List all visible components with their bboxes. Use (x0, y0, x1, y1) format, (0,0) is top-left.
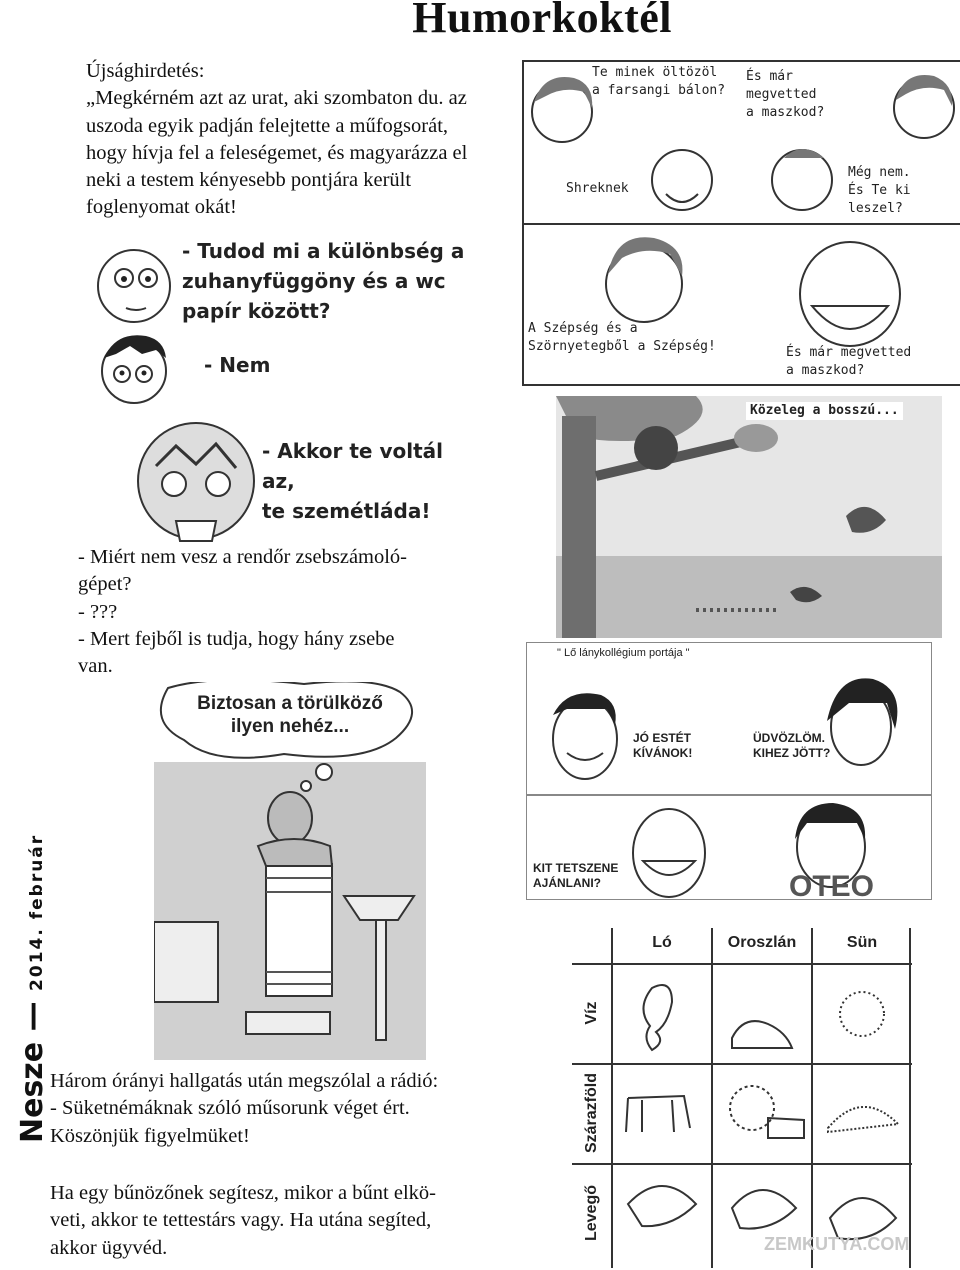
grid-row-2: Levegő (583, 1185, 600, 1242)
grid-watermark: ZEMKUTYA.COM (764, 1234, 910, 1254)
grid-row-1: Szárazföld (583, 1073, 600, 1154)
ad-text: „Megkérném azt az urat, aki szombaton du. az uszoda egyik padján felejtette a műfogsorát, hogy hívja fel a feleségemet, és magyarázza el neki a testem kényesebb pontjára került foglenyomat okát! (86, 87, 468, 219)
curtain-q-line2: zuhanyfüggöny és a wc (182, 269, 446, 293)
carnival-q1-a: Te minek öltözöl (592, 65, 718, 80)
spine-dash: — (15, 990, 50, 1032)
grid-col-2: Sün (846, 934, 878, 951)
radio-line1: Három órányi hallgatás után megszólal a rádió: (50, 1070, 439, 1092)
comic-towel-art (154, 682, 426, 1060)
lawyer-line3: akkor ügyvéd. (50, 1236, 168, 1259)
carnival-a2-a: Még nem. (848, 165, 911, 180)
comic-towel (154, 682, 426, 1060)
police-line3b: van. (78, 655, 113, 678)
carnival-a3 (528, 320, 716, 356)
dorm-p3 (533, 861, 618, 891)
towel-thought-b: ilyen nehéz... (230, 716, 350, 737)
curtain-answer: - Nem (204, 353, 271, 377)
curtain-q-line3: papír között? (182, 299, 331, 323)
lawyer-line1: Ha egy bűnözőnek segítesz, mikor a bűnt elkö- (50, 1182, 436, 1204)
towel-thought-a: Biztosan a törülköző (197, 693, 383, 714)
dorm-p1-a: JÓ ESTÉT (633, 731, 692, 745)
comic-carnival (522, 60, 960, 386)
carnival-a3-b: Szörnyetegből a Szépség! (528, 339, 716, 354)
tree-caption: Közeleg a bosszú... (746, 402, 903, 420)
curtain-question (182, 236, 482, 326)
grid-col-1: Oroszlán (727, 934, 797, 951)
grid-row-0: Víz (583, 1001, 600, 1025)
carnival-q2-a: És már (746, 69, 793, 84)
carnival-a4 (786, 344, 911, 380)
page-title: Humorkoktél (412, 0, 672, 42)
carnival-a1: Shreknek (566, 181, 629, 196)
police-line2: - ??? (78, 600, 118, 623)
carnival-q1 (592, 64, 725, 100)
ad-heading: Újsághirdetés: (86, 60, 205, 82)
grid-col-0: Ló (652, 934, 672, 951)
comic-tree-art (556, 396, 942, 638)
carnival-a2-b: És Te ki (848, 183, 911, 198)
carnival-q2-b: megvetted (746, 87, 817, 102)
radio-line3: Köszönjük figyelmüket! (50, 1124, 250, 1147)
spine-date: 2014. február (27, 833, 47, 991)
dorm-p2-a: ÜDVÖZLÖM. (753, 731, 825, 745)
dorm-p4: OTEO (789, 875, 875, 899)
ad-block (86, 58, 486, 222)
spine-label (15, 833, 51, 1143)
dorm-p1 (633, 731, 692, 761)
carnival-q2 (746, 68, 824, 122)
carnival-a2-c: leszel? (848, 201, 903, 216)
curtain-punchline (262, 436, 482, 526)
police-line1: - Miért nem vesz a rendőr zsebszámoló- (78, 546, 408, 568)
joke-radio (50, 1068, 550, 1150)
dorm-p3-a: KIT TETSZENE (533, 861, 619, 875)
curtain-p-line2: te szemétláda! (262, 499, 431, 523)
animal-grid-lines (572, 928, 912, 1268)
joke-lawyer (50, 1180, 550, 1262)
towel-thought (154, 692, 426, 738)
carnival-a4-b: a maszkod? (786, 363, 865, 378)
dorm-p2 (753, 731, 830, 761)
comic-dorm (526, 642, 932, 900)
dorm-header: " Lő lánykollégium portája " (557, 647, 690, 659)
dorm-p2-b: KIHEZ JÖTT? (753, 746, 831, 760)
carnival-a3-a: A Szépség és a (528, 321, 638, 336)
carnival-q1-b: a farsangi bálon? (592, 83, 726, 98)
lawyer-line2: veti, akkor te tettestárs vagy. Ha utána segíted, (50, 1209, 432, 1232)
carnival-q2-c: a maszkod? (746, 105, 825, 120)
dorm-p1-b: KÍVÁNOK! (633, 746, 693, 760)
comic-curtain (86, 236, 486, 546)
spine-brand: Nesze (15, 1041, 50, 1143)
joke-police (78, 544, 498, 680)
police-line1b: gépet? (78, 573, 132, 596)
dorm-p3-b: AJÁNLANI? (533, 876, 601, 890)
carnival-a4-a: És már megvetted (786, 345, 912, 360)
police-line3: - Mert fejből is tudja, hogy hány zsebe (78, 627, 395, 650)
curtain-p-line1: - Akkor te voltál az, (262, 439, 444, 493)
carnival-a2 (848, 164, 911, 218)
comic-tree (556, 396, 942, 638)
animal-grid (572, 928, 912, 1268)
radio-line2: - Süketnémáknak szóló műsorunk véget ért. (50, 1097, 410, 1120)
curtain-q-line1: - Tudod mi a különbség a (182, 239, 465, 263)
